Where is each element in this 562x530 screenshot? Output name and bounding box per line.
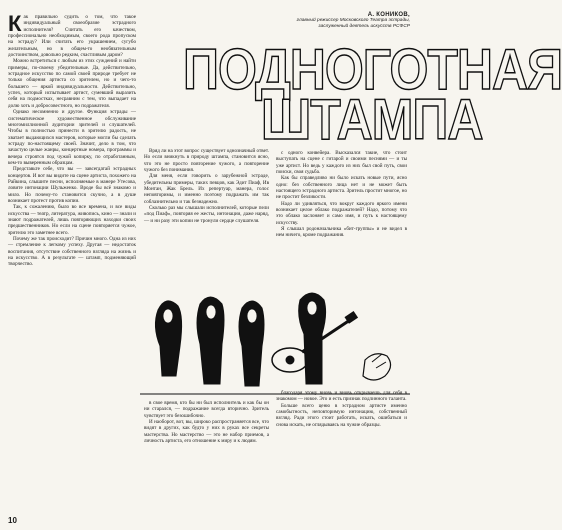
right-lower-paragraph-2: Больше всего ценю в эстрадном артисте именно самобытность, неповторимую интонацию, собственный взгляд. Ради этого стоит работать, искать, ошибаться и снова искать, не оглядываясь на чужие образцы. (276, 402, 407, 428)
middle-lower-text (144, 400, 269, 518)
page-number: 10 (8, 516, 17, 525)
left-paragraph-1: Как правильно судить о том, что такое индивидуальный своеобразие эстрадного исполнителя? Считать его качеством, профессионально необходимым, своего рода пропуском на эстраду? Или считать его украшением, сугубо желательным, но в общем-то необязательным достоинством, довольно редким, счастливым даром? (8, 11, 136, 59)
middle-text-column (144, 148, 269, 288)
right-paragraph-2: Как бы справедливо ни было искать новые пути, ясно одно: без собственного лица нет и не может быть настоящего эстрадного артиста. Зритель простит многое, но не простит безликости. (276, 175, 407, 201)
right-lower-text (276, 390, 407, 518)
middle-paragraph-2: Для меня, если говорить о зарубежной эстраде, убедительны примеры, таких певцов, как Эдит Пиаф, Ив Монтан, Жак Брель. Их репертуар, манера, голос неповторимы, и именно поэтому подражать им так соблазнительно и так безнадежно. (144, 173, 269, 205)
right-paragraph-1: с одного конвейера. Высказался такие, что стоит выступать на сцене с гитарой и своими песнями — и ты уже артист. Но ведь у каждого из них был свой путь, свои поиски, своя судьба. (276, 150, 407, 176)
middle-paragraph-3: Сколько раз мы слышали исполнителей, которые пели «под Пиаф», повторяя ее жесты, интонации, даже наряд, — и ни разу эти копии не тронули сердце слушателя. (144, 205, 269, 224)
author-role-line-2: заслуженный деятель искусств РСФСР (318, 23, 410, 29)
left-paragraph-3: Однако несомненно и другое. Функция эстрады — систематическое художественное обслуживание многомиллионной аудитории зрителей и слушателей. Чтобы в полностью принести в зрителю радость, не хватает выдающихся мастеров, которые могли бы сделать эстраду по-настоящему своей. Значит, дело в том, что зачастую целые жанры, концертные номера, программы и вечера строятся под чужой копирку, по отработанным, кем-то выверенным образцам. (8, 109, 136, 166)
left-paragraph-4: Представьте себе, что вы — завсегдатай эстрадных концертов. И вот вы видите на сцене артиста, похожего на Райкина, слышите песни, исполняемые в манере Утесова, ловите интонации Шульженко. Вроде бы всё знакомо и мило. Но почему-то становится скучно, а в душе возникает протест против копии. (8, 166, 136, 204)
middle-lower-paragraph-1: в свое время, кто бы ни был исполнитель и как бы он ни старался, — подражание всегда вторично. Зритель чувствует это безошибочно. (144, 400, 269, 419)
middle-lower-paragraph-2: И наоборот, вот, вы, широко распространяется все, что видят в других, как будто у них в руках все секреты мастерства. Но мастерство — это не набор приемов, а личность артиста, его отношение к миру и к людям. (144, 419, 269, 445)
title-line-1: ПОДНОГОТНАЯ (183, 37, 562, 102)
left-paragraph-2: Можно встретиться с любым из этих суждений и найти примеры, по-своему убедительные. Да, действительно, эстрадное искусство по самой своей природе требует не только общения артиста со зрителем, но и чего-то большего — яркой индивидуальности. Действительно, успех, который испытывает артист, сумевший выразить себя на подмостках, несравним с тем, что выпадает на долю хоть и добросовестного, но подражателя. (8, 58, 136, 109)
dropcap-letter: К (8, 11, 22, 36)
right-lower-paragraph-1: благодаря этому вновь и вновь открываешь для себя в знакомом — новое. Это и есть признак подлинного таланта. (276, 390, 407, 403)
author-role-line-1: главный режиссер Московского Театра эстрады, (296, 18, 410, 23)
illustration-guitar-band (140, 290, 410, 400)
article-title (175, 36, 562, 152)
title-line-2: ШТАМПА (261, 87, 483, 152)
byline (270, 12, 410, 29)
left-paragraph-6: Почему же так происходит? Причин много. Одна из них — стремление к легкому успеху. Другая — недостаток воспитания, отсутствие собственного взгляда на жизнь и на искусство. А в результате — штамп, подменяющий творчество. (8, 236, 136, 268)
left-text-column (8, 11, 136, 514)
left-paragraph-5: Так, к сожалению, было во все времена, и все виды искусства — театр, литература, живопись, кино — знали и знают подражателей, лишь повторяющих находки своих предшественников. Но если на сцене повторяется чужое, зрителю это заметнее всего. (8, 204, 136, 236)
author-name: А. КОНИКОВ, (367, 12, 410, 18)
right-paragraph-4: Я слышал родоначальника «бит-группы» и не видел в нем ничего, кроме подражания. (276, 226, 407, 239)
right-paragraph-3: Надо ли удивляться, что вокруг каждого яркого имени возникает целое облако подражателей? Надо, потому что это облако заслоняет и само имя, и путь к настоящему искусству. (276, 200, 407, 226)
middle-paragraph-1: Вряд ли на этот вопрос существует однозначный ответ. Но если вникнуть в природу штампа, становится ясно, что это не просто повторение чужого, а повторение чужого без понимания. (144, 148, 269, 174)
